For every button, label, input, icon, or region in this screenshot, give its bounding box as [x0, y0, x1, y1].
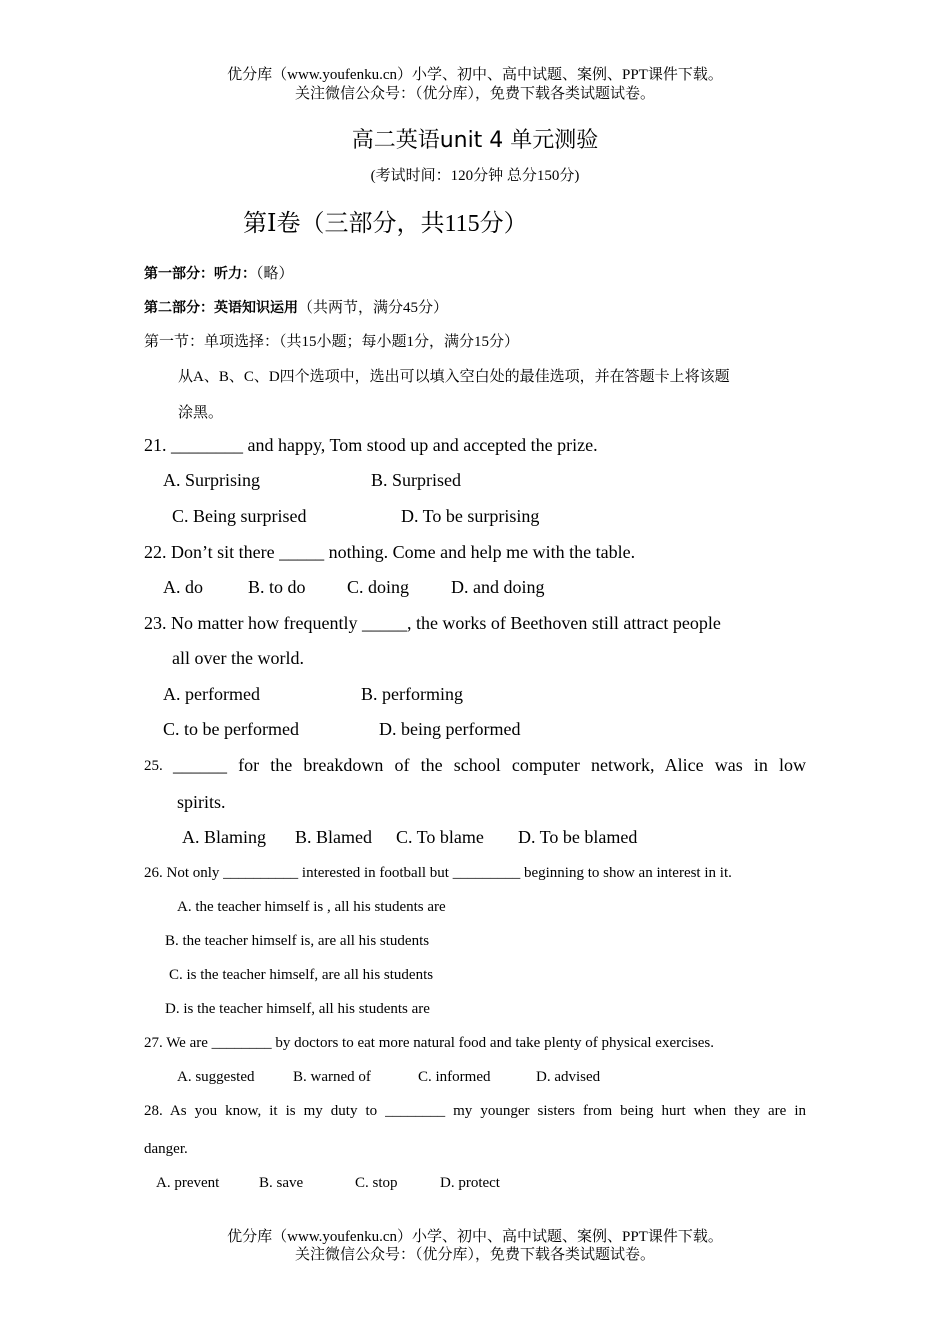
question-23-stem-line2: all over the world. — [172, 648, 304, 668]
part1-heading — [144, 262, 294, 283]
question-28-option-c: C. stop — [355, 1175, 398, 1191]
question-23-option-b: B. performing — [361, 684, 463, 704]
volume-title: 第Ⅰ卷（三部分，共115分） — [243, 211, 528, 237]
question-27-option-c: C. informed — [418, 1069, 491, 1085]
question-26-option-a: A. the teacher himself is , all his students are — [177, 899, 446, 915]
question-26-option-c: C. is the teacher himself, are all his students — [169, 967, 434, 983]
section1-title: 第一节：单项选择：（共15小题；每小题1分，满分15分） — [144, 334, 520, 350]
part2-note: （共两节，满分45分） — [298, 300, 449, 316]
question-28-stem-line2: danger. — [144, 1141, 188, 1157]
header-line-2: 关注微信公众号：（优分库），免费下载各类试题试卷。 — [294, 86, 655, 102]
question-27-stem: 27. We are ________ by doctors to eat more natural food and take plenty of physical exercises. — [144, 1035, 715, 1051]
question-25-option-a: A. Blaming — [182, 827, 266, 847]
question-25-stem-line2: spirits. — [177, 792, 226, 812]
question-28-option-a: A. prevent — [156, 1175, 220, 1191]
question-25-option-d: D. To be blamed — [518, 827, 638, 847]
question-22-option-d: D. and doing — [451, 577, 545, 597]
question-22-stem: 22. Don’t sit there _____ nothing. Come and help me with the table. — [144, 542, 636, 562]
part1-note: （略） — [256, 266, 294, 282]
part2-label: 第二部分：英语知识运用 — [144, 300, 298, 316]
question-25-option-b: B. Blamed — [295, 827, 372, 847]
question-28-option-d: D. protect — [440, 1175, 500, 1191]
question-28-stem-line1: 28. As you know, it is my duty to ________ my younger sisters from being hurt when they are in — [144, 1103, 806, 1119]
question-28-option-b: B. save — [259, 1175, 304, 1191]
question-23-option-d: D. being performed — [379, 719, 521, 739]
question-25-number: 25. — [144, 758, 163, 774]
question-26-option-b: B. the teacher himself is, are all his students — [165, 933, 430, 949]
question-25-option-c: C. To blame — [396, 827, 484, 847]
question-27-option-a: A. suggested — [177, 1069, 255, 1085]
question-21-option-a: A. Surprising — [163, 470, 261, 490]
footer-line-2: 关注微信公众号：（优分库），免费下载各类试题试卷。 — [294, 1247, 655, 1263]
page-title: 高二英语unit 4 单元测验 — [351, 128, 599, 153]
question-26-stem: 26. Not only __________ interested in football but _________ beginning to show an interest in it. — [144, 865, 732, 881]
question-23-option-c: C. to be performed — [163, 719, 299, 739]
footer-line-1: 优分库（www.youfenku.cn）小学、初中、高中试题、案例、PPT课件下载。 — [227, 1229, 723, 1245]
header-line-1: 优分库（www.youfenku.cn）小学、初中、高中试题、案例、PPT课件下载。 — [227, 67, 723, 83]
question-23-option-a: A. performed — [163, 684, 260, 704]
question-21-option-b: B. Surprised — [371, 470, 461, 490]
question-22-option-c: C. doing — [347, 577, 410, 597]
part2-heading — [144, 296, 448, 317]
section1-instruction-line1: 从A、B、C、D四个选项中，选出可以填入空白处的最佳选项，并在答题卡上将该题 — [178, 369, 730, 385]
question-26-option-d: D. is the teacher himself, all his students are — [165, 1001, 430, 1017]
question-25-stem-line1: ______ for the breakdown of the school computer network, Alice was in low — [173, 755, 806, 775]
exam-info: (考试时间：120分钟 总分150分) — [370, 168, 580, 184]
question-22-option-a: A. do — [163, 577, 203, 597]
question-27-option-d: D. advised — [536, 1069, 601, 1085]
question-22-option-b: B. to do — [248, 577, 306, 597]
question-27-option-b: B. warned of — [293, 1069, 371, 1085]
question-21-stem: 21. ________ and happy, Tom stood up and accepted the prize. — [144, 435, 598, 455]
question-23-stem-line1: 23. No matter how frequently _____, the works of Beethoven still attract people — [144, 613, 721, 633]
question-21-option-c: C. Being surprised — [172, 506, 307, 526]
section1-instruction-line2: 涂黑。 — [178, 405, 224, 421]
part1-label: 第一部分：听力： — [144, 266, 256, 282]
question-21-option-d: D. To be surprising — [401, 506, 540, 526]
